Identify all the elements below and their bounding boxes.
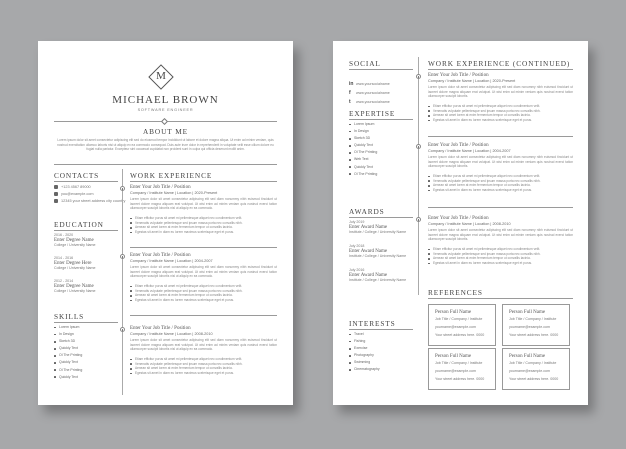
references-underline bbox=[428, 298, 573, 299]
job-divider bbox=[428, 136, 573, 137]
interest-item: Travel bbox=[349, 331, 380, 338]
job-bullet: Etiam efficitur purus sit amet mi pellentesque aliquet nec condimentum velit. bbox=[130, 357, 277, 362]
reference-email[interactable]: yourname@example.com bbox=[509, 325, 550, 329]
social-list bbox=[349, 72, 390, 105]
reference-card bbox=[428, 348, 496, 390]
education-school: College / University Name bbox=[54, 242, 96, 247]
social-item bbox=[349, 90, 390, 105]
job-company: Company / Institute Name | Location | 2004-2007 bbox=[130, 259, 213, 263]
skill-item: Ol The Printing bbox=[54, 367, 82, 374]
timeline-dot bbox=[120, 327, 125, 332]
divider-diamond bbox=[161, 117, 168, 124]
skill-item: Quickly Text bbox=[54, 345, 82, 352]
about-heading: ABOUT ME bbox=[143, 127, 188, 136]
work-underline bbox=[130, 181, 277, 182]
job-company: Company / Institute Name | Location | 2008-2010 bbox=[130, 332, 213, 336]
job-bullet: Venenatis vulputate pellentesque sed ipsum massa porta nec convallis nibh. bbox=[428, 179, 573, 184]
education-degree: Enter Degree Here bbox=[54, 260, 92, 266]
social-link[interactable]: www.yoursocialname bbox=[356, 91, 390, 95]
references-heading: REFERENCES bbox=[428, 288, 483, 297]
job-title: Enter Your Job Title / Position bbox=[130, 326, 191, 331]
reference-email[interactable]: yourname@example.com bbox=[509, 369, 550, 373]
interests-list bbox=[349, 331, 380, 374]
skill-item: Quickly Text bbox=[54, 359, 82, 366]
awards-list bbox=[349, 220, 413, 292]
skill-item: Lorem Ipsum bbox=[54, 324, 82, 331]
expertise-item: Ol The Printing bbox=[349, 171, 377, 178]
job-bullet: Etiam efficitur purus sit amet mi pellentesque aliquet nec condimentum velit. bbox=[130, 284, 277, 289]
candidate-name: MICHAEL BROWN bbox=[112, 94, 219, 106]
job-bullet: Egestas sit amet in diam eu lorem maximus scelerisque eget et purus. bbox=[130, 371, 277, 376]
skill-item: In Design bbox=[54, 331, 82, 338]
skills-underline bbox=[54, 322, 118, 323]
job-bullet: Egestas sit amet in diam eu lorem maximus scelerisque eget et purus. bbox=[130, 230, 277, 235]
job-bullet: Venenatis vulputate pellentesque sed ipsum massa porta nec convallis nibh. bbox=[130, 289, 277, 294]
phone-icon bbox=[54, 185, 58, 189]
expertise-item: Ol The Printing bbox=[349, 149, 377, 156]
work-continued-underline bbox=[428, 69, 573, 70]
interests-underline bbox=[349, 329, 413, 330]
work-continued-heading: WORK EXPERIENCE (CONTINUED) bbox=[428, 59, 571, 68]
job-bullet: Egestas sit amet in diam eu lorem maximus scelerisque eget et purus. bbox=[428, 261, 573, 266]
job-company: Company / Institute Name | Location | 2008-2010 bbox=[428, 222, 511, 226]
reference-email[interactable]: yourname@example.com bbox=[435, 369, 476, 373]
reference-address: Your street address here. 0000 bbox=[435, 333, 485, 337]
monogram-emblem bbox=[149, 65, 173, 89]
job-bullet: Etiam efficitur purus sit amet mi pellentesque aliquet nec condimentum velit. bbox=[130, 216, 277, 221]
job-description: Lorem ipsum dolor sit amet consectetur adipiscing elit sed diam nonummy nibh euismod tincidunt ut laoreet dolore magna aliquam erat volutpat. Ut wisi enim ad minim veniam quis nostrud exerci tation ullamcorper suscipit lobortis. bbox=[428, 85, 573, 99]
contact-phone: +123 4567 89000 bbox=[61, 185, 91, 189]
contact-email: you@example.com bbox=[61, 192, 94, 196]
education-school: College / University Name bbox=[54, 288, 96, 293]
job-title: Enter Your Job Title / Position bbox=[130, 253, 191, 258]
award-org: Institute / College / University Name bbox=[349, 229, 407, 234]
job-bullet: Aenean sit amet lorem at enim fermentum tempor ut convallis lacinia. bbox=[428, 183, 573, 188]
award-name: Enter Award Name bbox=[349, 224, 388, 230]
job-title: Enter Your Job Title / Position bbox=[428, 216, 489, 221]
skill-item: Sketch 3D bbox=[54, 338, 82, 345]
job-bullet: Egestas sit amet in diam eu lorem maximus scelerisque eget et purus. bbox=[130, 298, 277, 303]
about-divider bbox=[54, 164, 277, 165]
job-description: Lorem ipsum dolor sit amet consectetur adipiscing elit sed diam nonummy nibh euismod tincidunt ut laoreet dolore magna aliquam erat volutpat. Ut wisi enim ad minim veniam quis nostrud exerci tation ullamcorper suscipit lobortis. bbox=[428, 155, 573, 169]
job-description: Lorem ipsum dolor sit amet consectetur adipiscing elit sed diam nonummy nibh euismod tincidunt ut laoreet dolore magna aliquam erat volutpat. Ut wisi enim ad minim veniam quis nostrud exerci tation ullamcorper suscipit lobortis nisl ut aliquip ex ea commodo. bbox=[130, 338, 277, 352]
linkedin-icon: in bbox=[349, 81, 354, 87]
reference-email[interactable]: yourname@example.com bbox=[435, 325, 476, 329]
mail-icon bbox=[54, 192, 58, 196]
job-entry bbox=[428, 216, 573, 266]
interests-heading: INTERESTS bbox=[349, 319, 396, 328]
interest-item: Cinematography bbox=[349, 366, 380, 373]
skill-item: Quickly Text bbox=[54, 374, 82, 381]
job-role: SOFTWARE ENGINEER bbox=[137, 108, 194, 112]
job-bullet: Etiam efficitur purus sit amet mi pellentesque aliquet nec condimentum velit. bbox=[428, 247, 573, 252]
job-title: Enter Your Job Title / Position bbox=[130, 185, 191, 190]
award-name: Enter Award Name bbox=[349, 248, 388, 254]
job-bullet: Venenatis vulputate pellentesque sed ipsum massa porta nec convallis nibh. bbox=[428, 252, 573, 257]
job-entry bbox=[428, 143, 573, 193]
award-item bbox=[349, 220, 413, 244]
resume-page-1 bbox=[38, 41, 293, 405]
education-degree: Enter Degree Name bbox=[54, 237, 94, 243]
award-org: Institute / College / University Name bbox=[349, 277, 407, 282]
job-divider bbox=[130, 315, 277, 316]
reference-name: Person Full Name bbox=[435, 310, 472, 315]
expertise-item: Quickly Text bbox=[349, 142, 377, 149]
facebook-icon: f bbox=[349, 90, 351, 96]
job-company: Company / Institute Name | Location | 2020-Present bbox=[130, 191, 218, 195]
reference-address: Your street address here. 0000 bbox=[509, 377, 559, 381]
job-title: Enter Your Job Title / Position bbox=[428, 73, 489, 78]
reference-title: Job Title / Company / Institute bbox=[509, 361, 557, 365]
job-bullet: Venenatis vulputate pellentesque sed ipsum massa porta nec convallis nibh. bbox=[428, 109, 573, 114]
timeline-line bbox=[418, 57, 419, 295]
contact-address: 12345 your street address city country bbox=[61, 199, 126, 203]
contacts-underline bbox=[54, 181, 118, 182]
reference-address: Your street address here. 0000 bbox=[435, 377, 485, 381]
education-item bbox=[54, 256, 118, 279]
education-degree: Enter Degree Name bbox=[54, 283, 94, 289]
timeline-dot bbox=[120, 254, 125, 259]
award-year: July 2016 bbox=[349, 268, 365, 272]
timeline-dot bbox=[416, 217, 421, 222]
skill-item: Ol The Printing bbox=[54, 352, 82, 359]
job-bullet: Aenean sit amet lorem at enim fermentum tempor ut convallis lacinia. bbox=[428, 113, 573, 118]
expertise-item: Quickly Text bbox=[349, 164, 377, 171]
social-heading: SOCIAL bbox=[349, 59, 381, 68]
contacts-heading: CONTACTS bbox=[54, 171, 100, 180]
home-icon bbox=[54, 199, 58, 203]
award-year: July 2019 bbox=[349, 220, 365, 224]
expertise-item: Web Text bbox=[349, 156, 377, 163]
timeline-dot bbox=[416, 74, 421, 79]
job-description: Lorem ipsum dolor sit amet consectetur adipiscing elit sed diam nonummy nibh euismod tincidunt ut laoreet dolore magna aliquam erat volutpat. Ut wisi enim ad minim veniam quis nostrud exerci tation ullamcorper suscipit lobortis nisl ut aliquip ex ea commodo. bbox=[130, 197, 277, 211]
job-company: Company / Institute Name | Location | 2004-2007 bbox=[428, 149, 511, 153]
education-heading: EDUCATION bbox=[54, 220, 104, 229]
education-years: 2012 - 2014 bbox=[54, 279, 74, 283]
social-link[interactable]: www.yoursocialname bbox=[356, 82, 390, 86]
interest-item: Swimming bbox=[349, 359, 380, 366]
award-org: Institute / College / University Name bbox=[349, 253, 407, 258]
expertise-item: Lorem Ipsum bbox=[349, 121, 377, 128]
skills-list bbox=[54, 324, 82, 381]
interest-item: Fishing bbox=[349, 338, 380, 345]
education-years: 2016 - 2020 bbox=[54, 233, 74, 237]
expertise-list bbox=[349, 121, 377, 178]
job-bullet: Egestas sit amet in diam eu lorem maximus scelerisque eget et purus. bbox=[428, 188, 573, 193]
reference-title: Job Title / Company / Institute bbox=[435, 361, 483, 365]
education-underline bbox=[54, 230, 118, 231]
reference-card bbox=[428, 304, 496, 346]
job-entry bbox=[428, 73, 573, 123]
job-description: Lorem ipsum dolor sit amet consectetur adipiscing elit sed diam nonummy nibh euismod tincidunt ut laoreet dolore magna aliquam erat volutpat. Ut wisi enim ad minim veniam quis nostrud exerci tation ullamcorper suscipit lobortis. bbox=[428, 228, 573, 242]
education-item bbox=[54, 233, 118, 256]
awards-heading: AWARDS bbox=[349, 207, 385, 216]
job-title: Enter Your Job Title / Position bbox=[428, 143, 489, 148]
job-entry bbox=[130, 326, 277, 376]
expertise-heading: EXPERTISE bbox=[349, 109, 396, 118]
job-description: Lorem ipsum dolor sit amet consectetur adipiscing elit sed diam nonummy nibh euismod tincidunt ut laoreet dolore magna aliquam erat volutpat. Ut wisi enim ad minim veniam quis nostrud exerci tation ullamcorper suscipit lobortis nisl ut aliquip ex ea commodo. bbox=[130, 265, 277, 279]
expertise-item: Sketch 3D bbox=[349, 135, 377, 142]
education-item bbox=[54, 279, 118, 302]
job-divider bbox=[428, 207, 573, 208]
job-divider bbox=[130, 247, 277, 248]
reference-name: Person Full Name bbox=[435, 354, 472, 359]
job-bullet: Aenean sit amet lorem at enim fermentum tempor ut convallis lacinia. bbox=[130, 225, 277, 230]
interest-item: Photography bbox=[349, 352, 380, 359]
work-heading: WORK EXPERIENCE bbox=[130, 171, 213, 180]
job-entry bbox=[130, 253, 277, 303]
monogram-letter: M bbox=[156, 70, 166, 82]
reference-address: Your street address here. 0000 bbox=[509, 333, 559, 337]
award-item bbox=[349, 244, 413, 268]
job-bullet: Aenean sit amet lorem at enim fermentum tempor ut convallis lacinia. bbox=[428, 256, 573, 261]
social-link[interactable]: www.yoursocialname bbox=[356, 100, 390, 104]
interest-item: Exercise bbox=[349, 345, 380, 352]
reference-name: Person Full Name bbox=[509, 310, 546, 315]
reference-card bbox=[502, 348, 570, 390]
reference-title: Job Title / Company / Institute bbox=[435, 317, 483, 321]
skills-heading: SKILLS bbox=[54, 312, 85, 321]
resume-page-2 bbox=[333, 41, 588, 405]
job-bullet: Etiam efficitur purus sit amet mi pellentesque aliquet nec condimentum velit. bbox=[428, 104, 573, 109]
education-school: College / University Name bbox=[54, 265, 96, 270]
expertise-underline bbox=[349, 119, 413, 120]
timeline-dot bbox=[120, 186, 125, 191]
award-year: July 2018 bbox=[349, 244, 365, 248]
education-years: 2014 - 2016 bbox=[54, 256, 74, 260]
timeline-dot bbox=[416, 144, 421, 149]
reference-title: Job Title / Company / Institute bbox=[509, 317, 557, 321]
job-bullet: Aenean sit amet lorem at enim fermentum tempor ut convallis lacinia. bbox=[130, 293, 277, 298]
job-bullet: Aenean sit amet lorem at enim fermentum tempor ut convallis lacinia. bbox=[130, 366, 277, 371]
job-entry bbox=[130, 185, 277, 235]
social-underline bbox=[349, 69, 413, 70]
reference-name: Person Full Name bbox=[509, 354, 546, 359]
job-bullet: Venenatis vulputate pellentesque sed ipsum massa porta nec convallis nibh. bbox=[130, 221, 277, 226]
job-bullet: Etiam efficitur purus sit amet mi pellentesque aliquet nec condimentum velit. bbox=[428, 174, 573, 179]
about-text: Lorem ipsum dolor sit amet consectetur adipiscing elit sed do eiusmod tempor incididunt ut labore et dolore magna aliqua. Ut enim ad minim veniam, quis nostrud exercitation ullamco laboris nisi ut aliquip ex ea commodo consequat. Duis aute irure dolor in reprehenderit in voluptate velit esse cillum dolore eu fugiat nulla pariatur. Excepteur sint occaecat cupidatat non proident sunt in culpa qui officia deserunt mollit anim. bbox=[57, 138, 274, 152]
award-name: Enter Award Name bbox=[349, 272, 388, 278]
job-bullet: Egestas sit amet in diam eu lorem maximus scelerisque eget et purus. bbox=[428, 118, 573, 123]
job-company: Company / Institute Name | Location | 2020-Present bbox=[428, 79, 516, 83]
awards-underline bbox=[349, 217, 413, 218]
social-item bbox=[349, 72, 390, 87]
education-list bbox=[54, 233, 118, 302]
expertise-item: In Design bbox=[349, 128, 377, 135]
twitter-icon: t bbox=[349, 99, 351, 105]
award-item bbox=[349, 268, 413, 292]
job-bullet: Venenatis vulputate pellentesque sed ipsum massa porta nec convallis nibh. bbox=[130, 362, 277, 367]
reference-card bbox=[502, 304, 570, 346]
timeline-line bbox=[122, 169, 123, 395]
social-item bbox=[349, 81, 390, 96]
